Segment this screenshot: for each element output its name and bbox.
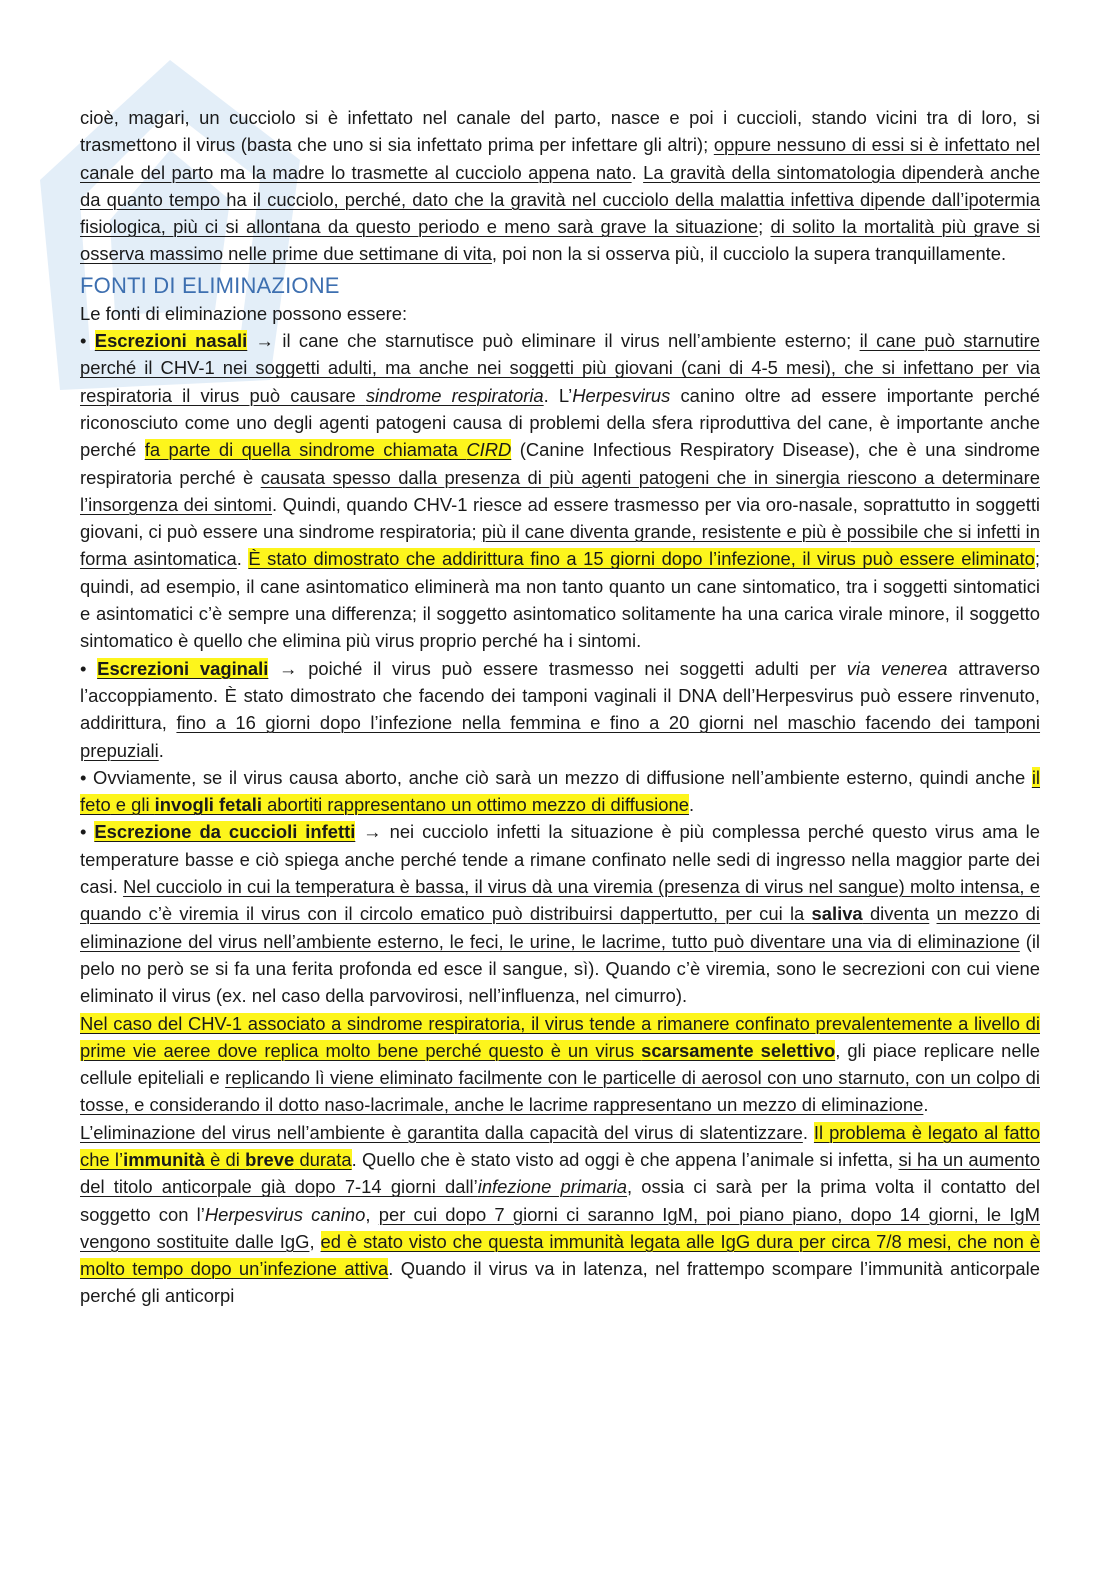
- paragraph-neonatal-transmission: cioè, magari, un cucciolo si è infettato nel canale del parto, nasce e poi i cuccioli, stando vicini tra di loro, si trasmettono il virus (basta che uno si sia infettato prima per infettare gli altri); oppure nessuno di essi si è infettato nel canale del parto ma la madre lo trasmette al cucciolo appena nato. La gravità della sintomatologia dipenderà anche da quanto tempo ha il cucciolo, perché, dato che la gravità nel cucciolo della malattia infettiva dipende dall’ipotermia fisiologica, più ci si allontana da questo periodo e meno sarà grave la situazione; di solito la mortalità più grave si osserva massimo nelle prime due settimane di vita, poi non la si osserva più, il cucciolo la supera tranquillamente.: [80, 107, 1040, 265]
- document-page: [80, 104, 1040, 1310]
- paragraph-immunity: L’eliminazione del virus nell’ambiente è garantita dalla capacità del virus di slatentizzare. Il problema è legato al fatto che l’immunità è di breve durata. Quello che è stato visto ad oggi è che appena l’animale si infetta, si ha un aumento del titolo anticorpale già dopo 7-14 giorni dall’infezione primaria, ossia ci sarà per la prima volta il contatto del soggetto con l’Herpesvirus canino, per cui dopo 7 giorni ci saranno IgM, poi piano piano, dopo 14 giorni, le IgM vengono sostituite dalle IgG, ed è stato visto che questa immunità legata alle IgG dura per circa 7/8 mesi, che non è molto tempo dopo un’infezione attiva. Quando il virus va in latenza, nel frattempo scompare l’immunità anticorpale perché gli anticorpi: [80, 1121, 1040, 1307]
- list-item-vaginal: • Escrezioni vaginali → poiché il virus può essere trasmesso nei soggetti adulti per via venerea attraverso l’accoppiamento. È stato dimostrato che facendo dei tamponi vaginali il DNA dell’Herpesvirus può essere rinvenuto, addirittura, fino a 16 giorni dopo l’infezione nella femmina e fino a 20 giorni nel maschio facendo dei tamponi prepuziali.: [80, 657, 1041, 761]
- list-item-puppies: • Escrezione da cuccioli infetti → nei cucciolo infetti la situazione è più complessa perché questo virus ama le temperature basse e ciò spiega anche perché tende a rimane confinato nelle sedi di ingresso nella maggior parte dei casi. Nel cucciolo in cui la temperatura è bassa, il virus dà una viremia (presenza di virus nel sangue) molto intensa, e quando c’è viremia il virus con il circolo ematico può distribuirsi dappertutto, per cui la saliva diventa un mezzo di eliminazione del virus nell’ambiente esterno, le feci, le urine, le lacrime, tutto può diventare una via di eliminazione (il pelo no però se si fa una ferita profonda ed esce il sangue, sì). Quando c’è viremia, sono le secrezioni con cui viene eliminato il virus (ex. nel caso della parvovirosi, nell’influenza, nel cimurro).: [80, 821, 1041, 1007]
- intro-line: Le fonti di eliminazione possono essere:: [80, 302, 408, 324]
- list-item-nasal: • Escrezioni nasali → il cane che starnutisce può eliminare il virus nell’ambiente esterno; il cane può starnutire perché il CHV-1 nei soggetti adulti, ma anche nei soggetti più giovani (cani di 4-5 mesi), che si infettano per via respiratoria il virus può causare sindrome respiratoria. L’Herpesvirus canino oltre ad essere importante perché riconosciuto come uno degli agenti patogeni causa di problemi della sfera riproduttiva del cane, è importante anche perché fa parte di quella sindrome chiamata CIRD (Canine Infectious Respiratory Disease), che è una sindrome respiratoria perché è causata spesso dalla presenza di più agenti patogeni che in sinergia riescono a determinare l’insorgenza dei sintomi. Quindi, quando CHV-1 riesce ad essere trasmesso per via oro-nasale, soprattutto in soggetti giovani, ci può essere una sindrome respiratoria; più il cane diventa grande, resistente e più è possibile che si infetti in forma asintomatica. È stato dimostrato che addirittura fino a 15 giorni dopo l’infezione, il virus può essere eliminato; quindi, ad esempio, il cane asintomatico eliminerà ma non tanto quanto un cane sintomatico, tra i soggetti sintomatici e asintomatici c’è sempre una differenza; il soggetto asintomatico solitamente ha una carica virale minore, il soggetto sintomatico è quello che elimina più virus proprio perché ha i sintomi.: [80, 330, 1041, 652]
- section-heading: FONTI DI ELIMINAZIONE: [80, 272, 340, 298]
- paragraph-respiratory: Nel caso del CHV-1 associato a sindrome respiratoria, il virus tende a rimanere confinato prevalentemente a livello di prime vie aeree dove replica molto bene perché questo è un virus scarsamente selettivo, gli piace replicare nelle cellule epiteliali e replicando lì viene eliminato facilmente con le particelle di aerosol con uno starnuto, con un colpo di tosse, e considerando il dotto naso-lacrimale, anche le lacrime rappresentano un mezzo di eliminazione.: [80, 1012, 1041, 1116]
- list-item-abortion: • Ovviamente, se il virus causa aborto, anche ciò sarà un mezzo di diffusione nell’ambiente esterno, quindi anche il feto e gli invogli fetali abortiti rappresentano un ottimo mezzo di diffusione.: [80, 766, 1040, 816]
